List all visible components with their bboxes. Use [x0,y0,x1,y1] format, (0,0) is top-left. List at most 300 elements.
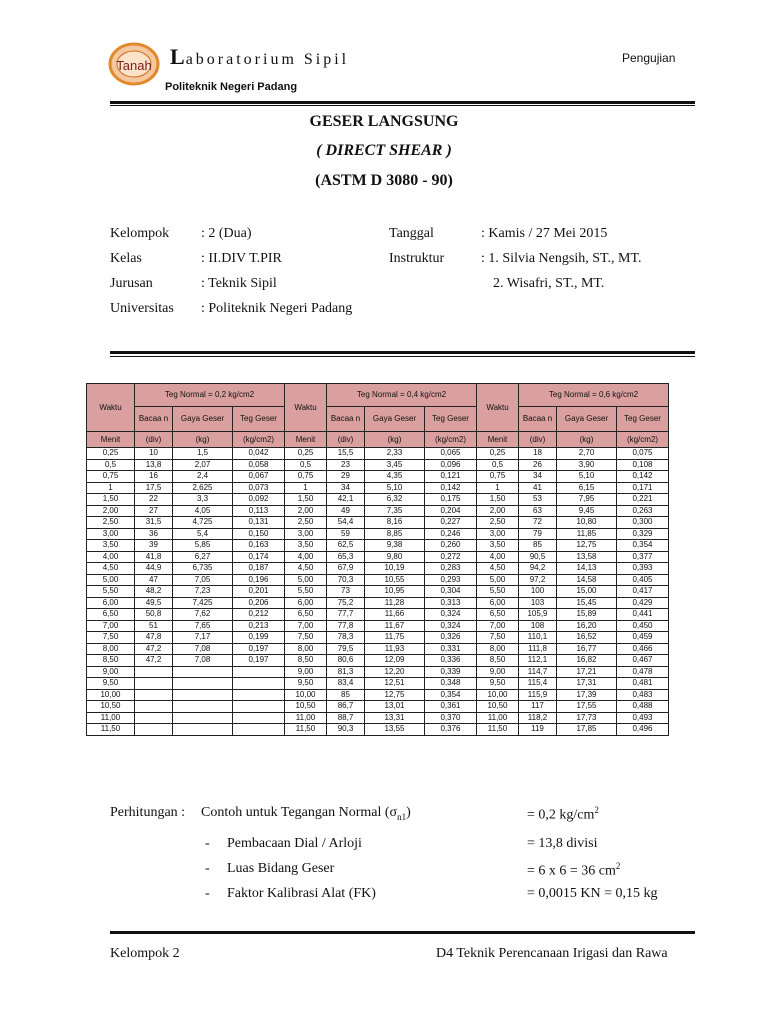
table-cell: 7,425 [173,597,233,609]
table-cell: 9,45 [557,505,617,517]
kelompok-value: : 2 (Dua) [201,226,252,241]
table-cell: 0,429 [617,597,669,609]
table-cell: 0,171 [617,482,669,494]
header-right-label: Pengujian [622,51,676,65]
table-cell: 85 [327,689,365,701]
table-cell: 7,50 [87,632,135,644]
table-cell: 7,65 [173,620,233,632]
col-waktu-header: Waktu [477,384,519,432]
table-cell: 53 [519,494,557,506]
calc-line-3-value-text: = 6 x 6 = 36 cm [527,863,616,879]
table-cell: 0,75 [477,471,519,483]
unit-kg: (kg) [557,432,617,448]
table-cell: 0,354 [617,540,669,552]
table-cell: 65,3 [327,551,365,563]
unit-kgcm2: (kg/cm2) [425,432,477,448]
table-cell [173,712,233,724]
table-cell: 10,50 [87,701,135,713]
table-cell: 0,361 [425,701,477,713]
header-rule [110,101,695,104]
table-cell: 0,221 [617,494,669,506]
table-cell: 0,25 [285,448,327,460]
table-cell: 10,50 [285,701,327,713]
table-row [87,724,669,736]
col-teg-header: Teg Geser [425,407,477,432]
table-cell: 10,95 [365,586,425,598]
table-cell: 0,263 [617,505,669,517]
table-cell: 3,50 [87,540,135,552]
kelompok-label: Kelompok [110,226,170,241]
instruktur-label: Instruktur [389,251,445,266]
table-cell: 7,05 [173,574,233,586]
table-cell: 2,50 [477,517,519,529]
table-cell: 0,370 [425,712,477,724]
col-bacaan-header: Bacaa n [327,407,365,432]
info-rule [110,351,695,354]
table-cell [173,689,233,701]
table-cell: 118,2 [519,712,557,724]
table-cell: 2,33 [365,448,425,460]
table-cell: 0,204 [425,505,477,517]
table-cell: 49 [327,505,365,517]
table-cell: 0,227 [425,517,477,529]
table-cell: 2,00 [477,505,519,517]
table-cell: 70,3 [327,574,365,586]
unit-kgcm2: (kg/cm2) [233,432,285,448]
table-cell: 39 [135,540,173,552]
table-cell: 7,50 [477,632,519,644]
table-cell: 6,50 [285,609,327,621]
table-cell: 17,5 [135,482,173,494]
table-cell: 47 [135,574,173,586]
table-cell: 9,00 [477,666,519,678]
info-rule-thin [110,356,695,357]
table-cell: 0,206 [233,597,285,609]
table-cell: 0,5 [87,459,135,471]
table-cell: 10 [135,448,173,460]
table-cell: 15,5 [327,448,365,460]
table-cell: 7,50 [285,632,327,644]
universitas-label: Universitas [110,301,174,316]
table-cell: 114,7 [519,666,557,678]
table-cell: 13,58 [557,551,617,563]
table-cell: 7,08 [173,643,233,655]
table-cell: 15,00 [557,586,617,598]
table-row [87,551,669,563]
table-cell: 0,488 [617,701,669,713]
table-cell: 9,50 [285,678,327,690]
table-cell: 17,73 [557,712,617,724]
table-cell: 63 [519,505,557,517]
table-cell: 5,10 [557,471,617,483]
table-cell: 0,212 [233,609,285,621]
table-cell: 10,80 [557,517,617,529]
table-cell: 4,00 [477,551,519,563]
table-cell: 29 [327,471,365,483]
table-cell [135,712,173,724]
footer-program: D4 Teknik Perencanaan Irigasi dan Rawa [436,946,668,961]
table-cell: 10,00 [285,689,327,701]
doc-title: GESER LANGSUNG [309,113,459,130]
calc-line-2-value: = 13,8 divisi [527,836,598,851]
group-header-02: Teg Normal = 0,2 kg/cm2 [135,384,285,407]
table-cell: 5,00 [477,574,519,586]
calc-line-4-text: Faktor Kalibrasi Alat (FK) [227,886,376,901]
table-row [87,528,669,540]
table-cell: 5,4 [173,528,233,540]
doc-subtitle: ( DIRECT SHEAR ) [316,142,452,159]
calc-line-1-sub: n1 [397,811,407,822]
calc-line-3-sup: 2 [615,861,621,871]
unit-menit: Menit [285,432,327,448]
table-cell: 16 [135,471,173,483]
kelas-label: Kelas [110,251,142,266]
table-cell: 4,00 [87,551,135,563]
table-cell: 0,329 [617,528,669,540]
table-cell: 0,065 [425,448,477,460]
table-cell: 8,85 [365,528,425,540]
table-row [87,609,669,621]
table-cell: 11,50 [87,724,135,736]
table-cell: 3,50 [477,540,519,552]
table-cell: 6,00 [285,597,327,609]
table-cell: 0,478 [617,666,669,678]
table-units-row [87,432,669,448]
table-cell: 0,405 [617,574,669,586]
calc-line-1-close: ) [406,805,411,820]
table-cell: 3,3 [173,494,233,506]
table-cell [233,701,285,713]
table-cell: 2,70 [557,448,617,460]
table-cell: 0,324 [425,620,477,632]
calc-line-2-text: Pembacaan Dial / Arloji [227,836,362,851]
table-cell: 83,4 [327,678,365,690]
table-cell: 15,45 [557,597,617,609]
table-cell: 0,467 [617,655,669,667]
tanggal-value: : Kamis / 27 Mei 2015 [481,226,608,241]
table-cell: 11,50 [285,724,327,736]
table-cell: 6,735 [173,563,233,575]
table-cell: 100 [519,586,557,598]
table-cell: 11,00 [477,712,519,724]
table-cell [135,666,173,678]
table-cell: 11,67 [365,620,425,632]
table-cell: 90,3 [327,724,365,736]
table-cell: 0,142 [425,482,477,494]
table-cell: 16,77 [557,643,617,655]
table-cell: 77,8 [327,620,365,632]
table-cell: 13,8 [135,459,173,471]
table-cell: 86,7 [327,701,365,713]
table-cell: 0,377 [617,551,669,563]
table-cell: 80,6 [327,655,365,667]
table-cell: 8,50 [87,655,135,667]
table-cell: 47,8 [135,632,173,644]
table-cell: 9,38 [365,540,425,552]
table-cell: 7,62 [173,609,233,621]
group-header-06: Teg Normal = 0,6 kg/cm2 [519,384,669,407]
table-cell: 34 [519,471,557,483]
lab-title [170,44,349,70]
table-cell: 2,00 [87,505,135,517]
table-cell: 16,52 [557,632,617,644]
table-cell: 23 [327,459,365,471]
table-cell: 117 [519,701,557,713]
table-cell: 47,2 [135,655,173,667]
table-cell: 0,213 [233,620,285,632]
table-cell: 9,50 [477,678,519,690]
table-cell: 11,75 [365,632,425,644]
doc-standard: (ASTM D 3080 - 90) [315,172,453,189]
table-cell: 0,246 [425,528,477,540]
table-cell: 8,50 [477,655,519,667]
table-cell: 11,85 [557,528,617,540]
jurusan-label: Jurusan [110,276,153,291]
table-cell: 2,4 [173,471,233,483]
table-cell: 0,493 [617,712,669,724]
table-cell: 0,092 [233,494,285,506]
table-cell: 115,4 [519,678,557,690]
calc-dash-2: - [205,836,210,851]
table-row [87,689,669,701]
table-cell: 0,313 [425,597,477,609]
table-cell: 0,336 [425,655,477,667]
table-cell: 1,50 [477,494,519,506]
table-cell: 0,376 [425,724,477,736]
table-cell: 1,50 [87,494,135,506]
table-cell: 2,50 [285,517,327,529]
lab-title-initial: L [170,44,186,69]
table-cell: 47,2 [135,643,173,655]
table-cell: 103 [519,597,557,609]
table-cell: 14,58 [557,574,617,586]
unit-menit: Menit [87,432,135,448]
table-cell [135,689,173,701]
calc-line-1-value [527,805,599,824]
table-row [87,494,669,506]
table-cell: 13,31 [365,712,425,724]
table-cell: 12,75 [557,540,617,552]
table-cell: 11,66 [365,609,425,621]
table-cell [233,724,285,736]
table-cell: 10,50 [477,701,519,713]
table-cell: 0,459 [617,632,669,644]
table-cell: 13,01 [365,701,425,713]
table-row [87,471,669,483]
table-cell: 73 [327,586,365,598]
table-cell: 6,00 [477,597,519,609]
table-cell: 0,293 [425,574,477,586]
table-cell: 9,00 [87,666,135,678]
table-cell: 7,00 [87,620,135,632]
table-cell: 4,00 [285,551,327,563]
table-cell: 0,326 [425,632,477,644]
table-cell: 0,163 [233,540,285,552]
col-gaya-header: Gaya Geser [365,407,425,432]
calc-line-4-value: = 0,0015 KN = 0,15 kg [527,886,658,901]
table-cell: 27 [135,505,173,517]
table-cell: 0,197 [233,643,285,655]
table-cell: 11,00 [87,712,135,724]
table-cell: 2,00 [285,505,327,517]
calc-line-1-text: Contoh untuk Tegangan Normal (σ [201,805,398,820]
lab-title-rest: aboratorium Sipil [185,51,350,68]
table-cell: 7,00 [285,620,327,632]
col-waktu-header: Waktu [285,384,327,432]
table-cell: 3,00 [285,528,327,540]
table-cell: 5,50 [87,586,135,598]
table-cell: 9,00 [285,666,327,678]
unit-kg: (kg) [173,432,233,448]
table-cell [173,724,233,736]
table-cell: 7,35 [365,505,425,517]
unit-div: (div) [135,432,173,448]
table-cell: 0,096 [425,459,477,471]
table-row [87,655,669,667]
table-cell: 42,1 [327,494,365,506]
calc-dash-4: - [205,886,210,901]
table-row [87,505,669,517]
table-cell: 17,31 [557,678,617,690]
table-cell: 7,17 [173,632,233,644]
table-cell: 0,25 [87,448,135,460]
table-cell: 41,8 [135,551,173,563]
table-cell: 15,89 [557,609,617,621]
table-cell: 0,067 [233,471,285,483]
table-cell: 0,199 [233,632,285,644]
calc-dash-3: - [205,861,210,876]
table-cell: 90,5 [519,551,557,563]
table-cell: 31,5 [135,517,173,529]
table-cell: 0,324 [425,609,477,621]
table-cell: 8,00 [285,643,327,655]
table-cell: 12,51 [365,678,425,690]
table-cell: 0,272 [425,551,477,563]
table-header-row-2 [87,407,669,432]
table-cell: 17,39 [557,689,617,701]
table-cell: 110,1 [519,632,557,644]
calc-line-1-sup: 2 [594,805,599,815]
table-cell: 3,45 [365,459,425,471]
table-cell: 4,725 [173,517,233,529]
table-cell: 10,19 [365,563,425,575]
table-cell: 67,9 [327,563,365,575]
table-cell: 5,10 [365,482,425,494]
col-teg-header: Teg Geser [233,407,285,432]
table-cell: 7,00 [477,620,519,632]
table-cell: 6,32 [365,494,425,506]
table-cell: 12,20 [365,666,425,678]
table-cell: 0,75 [285,471,327,483]
table-cell: 0,339 [425,666,477,678]
table-row [87,540,669,552]
table-row [87,586,669,598]
lab-logo [108,42,160,86]
table-cell: 54,4 [327,517,365,529]
table-cell: 0,042 [233,448,285,460]
table-cell: 0,393 [617,563,669,575]
table-cell: 0,175 [425,494,477,506]
table-cell: 5,50 [477,586,519,598]
jurusan-value: : Teknik Sipil [201,276,277,291]
table-cell: 78,3 [327,632,365,644]
table-cell: 0,131 [233,517,285,529]
instruktur-value-1: : 1. Silvia Nengsih, ST., MT. [481,251,642,266]
universitas-value: : Politeknik Negeri Padang [201,301,353,316]
table-cell: 18 [519,448,557,460]
table-cell: 5,00 [285,574,327,586]
table-cell [173,701,233,713]
table-cell: 4,35 [365,471,425,483]
table-cell: 48,2 [135,586,173,598]
table-cell: 0,260 [425,540,477,552]
table-cell: 1 [477,482,519,494]
table-cell: 16,20 [557,620,617,632]
table-cell: 2,50 [87,517,135,529]
table-cell: 4,50 [87,563,135,575]
table-cell: 12,09 [365,655,425,667]
table-cell: 4,50 [285,563,327,575]
table-row [87,448,669,460]
table-cell: 3,50 [285,540,327,552]
table-cell: 6,50 [87,609,135,621]
table-cell: 1 [285,482,327,494]
table-cell: 0,417 [617,586,669,598]
table-cell: 7,23 [173,586,233,598]
calc-label: Perhitungan : [110,805,186,820]
table-row [87,574,669,586]
table-cell: 0,058 [233,459,285,471]
table-cell: 3,00 [477,528,519,540]
table-cell: 0,354 [425,689,477,701]
table-cell: 0,331 [425,643,477,655]
header-rule-thin [110,105,695,106]
table-cell: 49,5 [135,597,173,609]
table-cell: 2,625 [173,482,233,494]
table-cell: 17,21 [557,666,617,678]
footer-rule [110,931,695,934]
table-cell: 8,00 [87,643,135,655]
table-cell: 105,9 [519,609,557,621]
table-cell: 22 [135,494,173,506]
table-cell: 0,174 [233,551,285,563]
table-cell: 0,108 [617,459,669,471]
table-cell: 0,348 [425,678,477,690]
unit-kgcm2: (kg/cm2) [617,432,669,448]
table-cell: 0,113 [233,505,285,517]
table-cell: 108 [519,620,557,632]
table-cell: 10,55 [365,574,425,586]
table-cell: 0,450 [617,620,669,632]
table-cell: 3,90 [557,459,617,471]
table-row [87,666,669,678]
table-cell: 17,85 [557,724,617,736]
table-cell: 0,75 [87,471,135,483]
unit-menit: Menit [477,432,519,448]
table-cell: 6,27 [173,551,233,563]
table-cell: 75,2 [327,597,365,609]
table-cell: 81,3 [327,666,365,678]
table-cell: 0,075 [617,448,669,460]
table-cell [233,666,285,678]
table-cell: 11,00 [285,712,327,724]
table-cell [233,712,285,724]
col-teg-header: Teg Geser [617,407,669,432]
table-row [87,482,669,494]
table-cell: 36 [135,528,173,540]
table-cell [233,689,285,701]
col-waktu-header: Waktu [87,384,135,432]
